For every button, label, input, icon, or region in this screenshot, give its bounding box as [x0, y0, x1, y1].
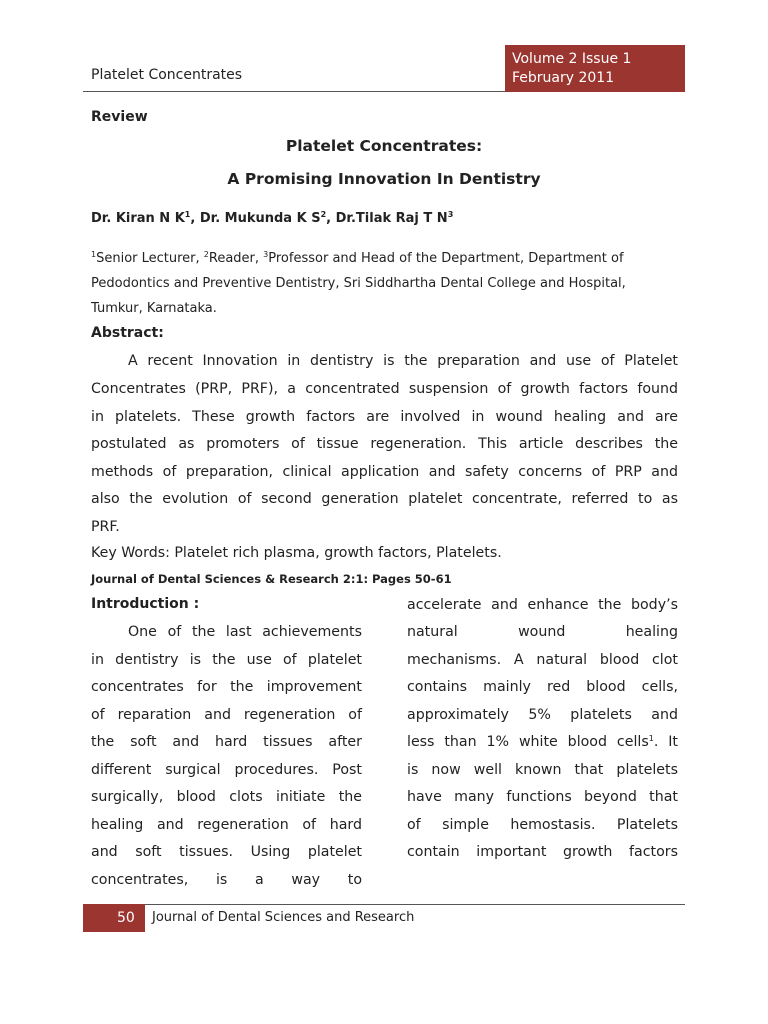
abstract-line: in platelets. These growth factors are involved in wound healing and are — [91, 409, 678, 425]
intro-right-line-with-ref — [407, 732, 678, 752]
intro-right-line: contains mainly red blood cells, — [407, 679, 678, 695]
article-title-line-1: Platelet Concentrates: — [285, 137, 483, 155]
author-2-sup: 2 — [320, 210, 327, 219]
footer-journal-name: Journal of Dental Sciences and Research — [152, 910, 415, 925]
intro-right-line: of simple hemostasis. Platelets — [407, 817, 678, 833]
intro-right-line: mechanisms. A natural blood clot — [407, 652, 678, 668]
author-1-sup: 1 — [184, 210, 191, 219]
reference-sup: 1 — [648, 734, 654, 743]
intro-left-line: the soft and hard tissues after — [91, 734, 362, 750]
intro-right-line: have many functions beyond that — [407, 789, 678, 805]
intro-right-line: approximately 5% platelets and — [407, 707, 678, 723]
affil-sup: 3 — [263, 250, 269, 259]
page-number: 50 — [83, 904, 145, 932]
affil-sup: 1 — [91, 250, 97, 259]
author-separator: , — [326, 211, 336, 226]
affiliation — [91, 246, 681, 321]
volume-issue: Volume 2 Issue 1 — [512, 51, 632, 67]
keywords: Key Words: Platelet rich plasma, growth factors, Platelets. — [91, 545, 502, 561]
abstract-line: A recent Innovation in dentistry is the preparation and use of Platelet — [128, 353, 678, 369]
intro-left-line: and soft tissues. Using platelet — [91, 844, 362, 860]
intro-right-line: accelerate and enhance the body’s — [407, 597, 678, 613]
affiliation-line-3: Tumkur, Karnataka. — [91, 301, 217, 316]
intro-left-line: different surgical procedures. Post — [91, 762, 362, 778]
affil-role: Senior Lecturer, — [96, 251, 204, 266]
header-rule — [83, 91, 505, 92]
intro-left-line: concentrates for the improvement — [91, 679, 362, 695]
affiliation-line-1 — [91, 246, 681, 271]
author-separator: , — [190, 211, 200, 226]
intro-left-line: of reparation and regeneration of — [91, 707, 362, 723]
intro-right-text: less than 1% white blood cells — [407, 734, 649, 750]
abstract-line: methods of preparation, clinical application and safety concerns of PRP and — [91, 464, 678, 480]
intro-right-line: is now well known that platelets — [407, 762, 678, 778]
intro-left-line: healing and regeneration of hard — [91, 817, 362, 833]
article-title-line-2: A Promising Innovation In Dentistry — [227, 170, 541, 188]
author-2: Dr. Mukunda K S — [199, 211, 321, 226]
journal-citation: Journal of Dental Sciences & Research 2:1: Pages 50-61 — [91, 572, 452, 586]
abstract-line: PRF. — [91, 519, 120, 535]
intro-right-text: . It — [653, 734, 678, 750]
intro-left-line: concentrates, is a way to — [91, 872, 362, 888]
author-1: Dr. Kiran N K — [91, 211, 185, 226]
intro-left-line: One of the last achievements — [128, 624, 362, 640]
intro-right-line: natural wound healing — [407, 624, 678, 640]
affil-role: Reader, — [208, 251, 264, 266]
abstract-heading: Abstract: — [91, 325, 164, 341]
affil-sup: 2 — [203, 250, 209, 259]
affil-role: Professor and Head of the Department, Department of — [268, 251, 624, 266]
abstract-line: also the evolution of second generation platelet concentrate, referred to as — [91, 491, 678, 507]
abstract-line: Concentrates (PRP, PRF), a concentrated suspension of growth factors found — [91, 381, 678, 397]
author-3-sup: 3 — [447, 210, 454, 219]
abstract-line: postulated as promoters of tissue regeneration. This article describes the — [91, 436, 678, 452]
author-list — [91, 211, 453, 226]
article-type: Review — [91, 109, 148, 125]
intro-left-line: in dentistry is the use of platelet — [91, 652, 362, 668]
intro-right-line: contain important growth factors — [407, 844, 678, 860]
issue-date: February 2011 — [512, 70, 615, 86]
running-header-title: Platelet Concentrates — [91, 67, 243, 83]
issue-badge — [505, 45, 685, 92]
affiliation-line-2: Pedodontics and Preventive Dentistry, Sri Siddhartha Dental College and Hospital, — [91, 276, 626, 291]
intro-left-line: surgically, blood clots initiate the — [91, 789, 362, 805]
author-3: Dr.Tilak Raj T N — [335, 211, 448, 226]
introduction-heading: Introduction : — [91, 596, 200, 612]
footer-rule — [145, 904, 685, 905]
